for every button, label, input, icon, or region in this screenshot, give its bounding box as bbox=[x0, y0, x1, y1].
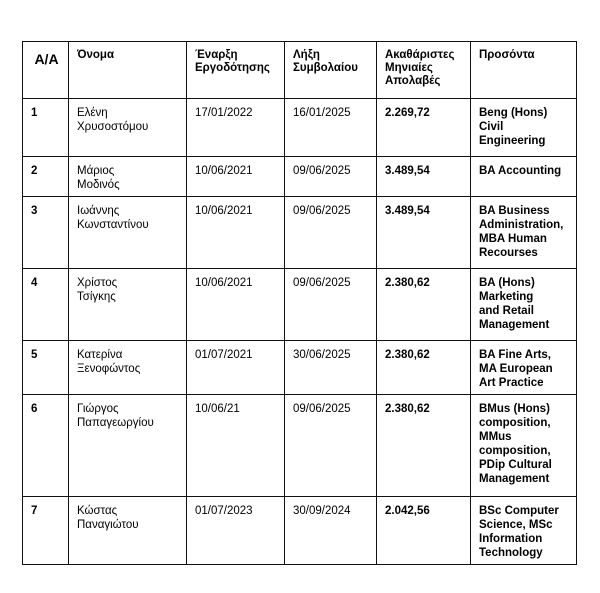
employees-table bbox=[22, 41, 577, 565]
employee-name: Κώστας Παναγιώτου bbox=[77, 505, 139, 531]
employee-name: Χρίστος Τσίγκης bbox=[77, 277, 118, 303]
start-date: 10/06/21 bbox=[195, 403, 240, 415]
table-row bbox=[23, 395, 577, 497]
end-date-cell bbox=[285, 197, 377, 269]
end-date-cell bbox=[285, 99, 377, 157]
gross-salary-cell bbox=[377, 99, 471, 157]
employee-name-cell bbox=[69, 395, 187, 497]
employee-name-cell bbox=[69, 197, 187, 269]
row-number-cell bbox=[23, 341, 69, 395]
row-number-cell bbox=[23, 269, 69, 341]
end-date: 09/06/2025 bbox=[293, 205, 351, 217]
gross-salary-cell bbox=[377, 497, 471, 565]
start-date-cell bbox=[187, 197, 285, 269]
start-date-cell bbox=[187, 497, 285, 565]
qualifications-cell bbox=[471, 341, 577, 395]
row-number: 4 bbox=[31, 277, 38, 289]
employee-name-cell bbox=[69, 341, 187, 395]
employee-name-cell bbox=[69, 99, 187, 157]
qualifications: BSc Computer Science, MSc Information Technology bbox=[479, 505, 559, 559]
row-number-cell bbox=[23, 395, 69, 497]
employee-name: Γιώργος Παπαγεωργίου bbox=[77, 403, 154, 429]
start-date-cell bbox=[187, 99, 285, 157]
end-date: 16/01/2025 bbox=[293, 107, 351, 119]
employee-name-cell bbox=[69, 497, 187, 565]
employee-name: Μάριος Μοδινός bbox=[77, 165, 120, 191]
table-row bbox=[23, 269, 577, 341]
row-number: 5 bbox=[31, 349, 38, 361]
header-aa: A/A bbox=[23, 42, 69, 99]
gross-salary-cell bbox=[377, 395, 471, 497]
end-date: 30/06/2025 bbox=[293, 349, 351, 361]
qualifications: BMus (Hons) composition, MMus composition, PDip Cultural Management bbox=[479, 403, 552, 485]
row-number-cell bbox=[23, 99, 69, 157]
employee-name-cell bbox=[69, 269, 187, 341]
start-date: 01/07/2023 bbox=[195, 505, 253, 517]
table-row bbox=[23, 157, 577, 197]
qualifications-cell bbox=[471, 197, 577, 269]
start-date-cell bbox=[187, 395, 285, 497]
start-date-cell bbox=[187, 269, 285, 341]
row-number: 6 bbox=[31, 403, 38, 415]
qualifications: BA Fine Arts, MA European Art Practice bbox=[479, 349, 553, 389]
row-number: 7 bbox=[31, 505, 38, 517]
header-qualifications: Προσόντα bbox=[471, 42, 577, 99]
start-date: 10/06/2021 bbox=[195, 277, 253, 289]
gross-salary: 2.380,62 bbox=[385, 349, 430, 361]
header-name: Όνομα bbox=[69, 42, 187, 99]
gross-salary-cell bbox=[377, 157, 471, 197]
gross-salary: 3.489,54 bbox=[385, 205, 430, 217]
qualifications-cell bbox=[471, 99, 577, 157]
row-number: 3 bbox=[31, 205, 38, 217]
table-row bbox=[23, 99, 577, 157]
start-date-cell bbox=[187, 341, 285, 395]
gross-salary: 3.489,54 bbox=[385, 165, 430, 177]
end-date-cell bbox=[285, 157, 377, 197]
end-date-cell bbox=[285, 269, 377, 341]
employee-name: Ελένη Χρυσοστόμου bbox=[77, 107, 149, 133]
start-date: 10/06/2021 bbox=[195, 165, 253, 177]
employee-name: Κατερίνα Ξενοφώντος bbox=[77, 349, 141, 375]
employee-name-cell bbox=[69, 157, 187, 197]
row-number: 2 bbox=[31, 165, 38, 177]
gross-salary: 2.269,72 bbox=[385, 107, 430, 119]
qualifications: BA Business Administration, MBA Human Recourses bbox=[479, 205, 564, 259]
row-number-cell bbox=[23, 197, 69, 269]
row-number-cell bbox=[23, 497, 69, 565]
row-number: 1 bbox=[31, 107, 38, 119]
start-date: 10/06/2021 bbox=[195, 205, 253, 217]
end-date: 09/06/2025 bbox=[293, 165, 351, 177]
gross-salary-cell bbox=[377, 269, 471, 341]
gross-salary: 2.380,62 bbox=[385, 277, 430, 289]
table-row bbox=[23, 497, 577, 565]
qualifications-cell bbox=[471, 157, 577, 197]
end-date-cell bbox=[285, 341, 377, 395]
end-date: 30/09/2024 bbox=[293, 505, 351, 517]
header-start-date: Έναρξη Εργοδότησης bbox=[187, 42, 285, 99]
gross-salary: 2.380,62 bbox=[385, 403, 430, 415]
header-end-date: Λήξη Συμβολαίου bbox=[285, 42, 377, 99]
end-date-cell bbox=[285, 497, 377, 565]
qualifications: Beng (Hons) Civil Engineering bbox=[479, 107, 548, 147]
header-salary: Ακαθάριστες Μηνιαίες Απολαβές bbox=[377, 42, 471, 99]
gross-salary-cell bbox=[377, 341, 471, 395]
start-date: 17/01/2022 bbox=[195, 107, 253, 119]
table-row bbox=[23, 197, 577, 269]
gross-salary-cell bbox=[377, 197, 471, 269]
table-row bbox=[23, 341, 577, 395]
qualifications: BA (Hons) Marketing and Retail Management bbox=[479, 277, 550, 331]
start-date-cell bbox=[187, 157, 285, 197]
qualifications-cell bbox=[471, 269, 577, 341]
qualifications-cell bbox=[471, 395, 577, 497]
end-date-cell bbox=[285, 395, 377, 497]
employee-name: Ιωάννης Κωνσταντίνου bbox=[77, 205, 149, 231]
row-number-cell bbox=[23, 157, 69, 197]
qualifications: BA Accounting bbox=[479, 165, 562, 177]
start-date: 01/07/2021 bbox=[195, 349, 253, 361]
gross-salary: 2.042,56 bbox=[385, 505, 430, 517]
table-header-row bbox=[23, 42, 577, 99]
qualifications-cell bbox=[471, 497, 577, 565]
end-date: 09/06/2025 bbox=[293, 277, 351, 289]
end-date: 09/06/2025 bbox=[293, 403, 351, 415]
